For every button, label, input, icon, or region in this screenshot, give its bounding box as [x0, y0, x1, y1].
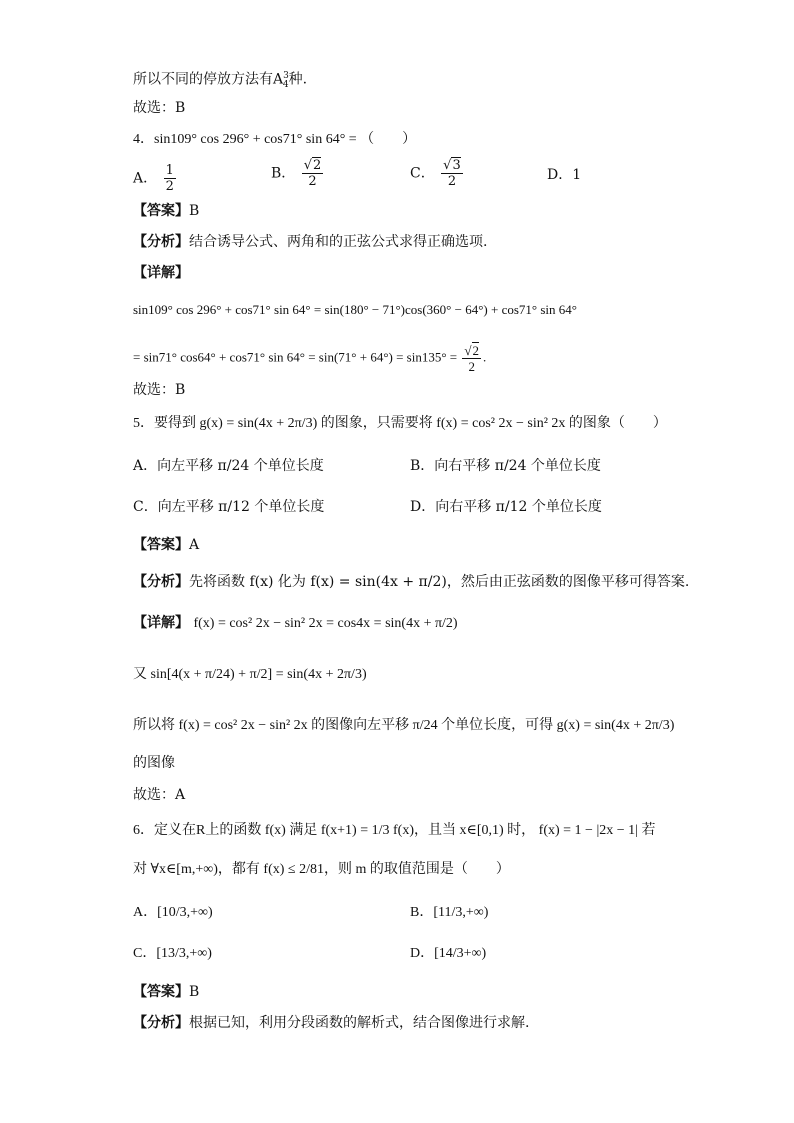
subscript: 4 — [282, 80, 289, 91]
question-6-line-2: 对 ∀x∈[m,+∞)，都有 f(x) ≤ 2/81，则 m 的取值范围是（ ） — [133, 862, 510, 877]
text-line: 所以不同的停放方法有$A^3_4$种. — [133, 71, 308, 91]
q5-graph: 的图像 — [133, 755, 175, 771]
q5-option-a: A．向左平移 π/24 个单位长度 — [133, 458, 324, 474]
fraction: $\frac{√2}{2}$ — [464, 343, 480, 374]
q5-choose: 故选：A — [133, 787, 186, 803]
q4-option-a: A． $\frac{1}{2}$ — [133, 163, 174, 194]
q6-option-a: A．[10/3,+∞) — [133, 905, 213, 920]
superscript: 3 — [283, 71, 289, 81]
q5-analysis: 【分析】先将函数 f(x) 化为 f(x) = sin(4x + π/2)，然后由正弦函数的图像平移可得答案. — [133, 574, 690, 590]
q5-option-b: B．向右平移 π/24 个单位长度 — [410, 458, 601, 474]
q4-choose: 故选：B — [133, 382, 186, 398]
q6-answer: 【答案】B — [133, 984, 200, 1000]
q4-option-c: C． $\frac{√3}{2}$ — [410, 158, 461, 189]
q4-equation-2: = sin71° cos64° + cos71° sin 64° = sin(71° + 64°) = sin135° = $\frac{√2}{2}$ . — [133, 343, 487, 374]
q4-detail-tag: 【详解】 — [133, 265, 189, 281]
q4-analysis: 【分析】结合诱导公式、两角和的正弦公式求得正确选项. — [133, 234, 488, 250]
q5-option-c: C．向左平移 π/12 个单位长度 — [133, 499, 325, 515]
q5-option-d: D．向右平移 π/12 个单位长度 — [410, 499, 602, 515]
q5-detail: 【详解】 f(x) = cos² 2x − sin² 2x = cos4x = sin(4x + π/2) — [133, 615, 458, 631]
q6-option-d: D．[14/3+∞) — [410, 946, 487, 961]
fraction: $\frac{1}{2}$ — [165, 163, 174, 194]
fraction: $\frac{√3}{2}$ — [443, 158, 461, 189]
q6-option-c: C．[13/3,+∞) — [133, 946, 212, 961]
question-6-line-1: 6．定义在R上的函数 f(x) 满足 f(x+1) = 1/3 f(x)，且当 x∈[0,1) 时， f(x) = 1 − |2x − 1| 若 — [133, 823, 656, 838]
q5-also: 又 sin[4(x + π/24) + π/2] = sin(4x + 2π/3) — [133, 667, 367, 682]
q6-analysis: 【分析】根据已知，利用分段函数的解析式，结合图像进行求解. — [133, 1015, 530, 1031]
q4-equation-1: sin109° cos 296° + cos71° sin 64° = sin(180° − 71°)cos(360° − 64°) + cos71° sin 64° — [133, 302, 577, 317]
question-5: 5．要得到 g(x) = sin(4x + 2π/3) 的图象，只需要将 f(x) = cos² 2x − sin² 2x 的图象（ ） — [133, 416, 667, 431]
fraction: $\frac{√2}{2}$ — [303, 158, 322, 189]
q4-option-b: B． $\frac{√2}{2}$ — [271, 158, 322, 189]
q4-option-d: D．1 — [547, 167, 582, 183]
q4-answer: 【答案】B — [133, 203, 200, 219]
q5-answer: 【答案】A — [133, 537, 200, 553]
q6-option-b: B．[11/3,+∞) — [410, 905, 489, 920]
choose-line: 故选：B — [133, 100, 186, 116]
q5-so: 所以将 f(x) = cos² 2x − sin² 2x 的图像向左平移 π/24 个单位长度，可得 g(x) = sin(4x + 2π/3) — [133, 718, 675, 733]
question-4: 4．sin109° cos 296° + cos71° sin 64° = （ ） — [133, 132, 417, 147]
